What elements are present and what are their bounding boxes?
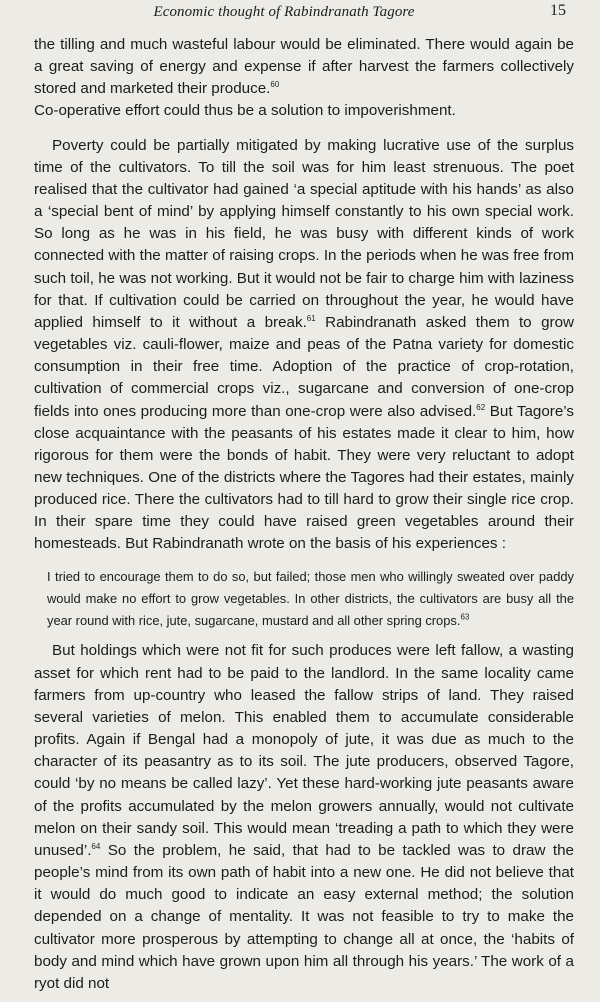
page-number: 15 [550, 2, 566, 19]
footnote-marker: 62 [476, 402, 486, 412]
footnote-marker: 64 [91, 841, 101, 851]
paragraph-poverty: Poverty could be partially mitigated by making lucrative use of the surplus time of the cultivators. To till the soil was for him least strenuous. The poet realised that the cultivator had gained ‘a special aptitude with his hands’ as also a ‘special bent of mind’ by applying himself constantly to his own special work. So long as he was in his field, he was busy with different kinds of work connected with the matter of raising crops. In the periods when he was free from such toil, he was not working. But it would not be fair to charge him with laziness for that. If cultivation could be carried on throughout the year, he would have applied himself to it without a break.$^{61}$ Rabindranath asked them to grow vegetables viz. cauli-flower, maize and peas of the Patna variety for domestic consumption in their free time. Adoption of the practice of crop-rotation, cultivation of commercial crops viz., sugarcane and conversion of one-crop fields into ones producing more than one-crop were also advised.$^{62}$ But Tagore’s close acquaintance with the peasants of his estates made it clear to him, how rigorous for them were the bonds of habit. They were very reluctant to adopt new techniques. One of the districts where the Tagores had their estates, mainly produced rice. There the cultivators had to till hard to grow their single rice crop. In their spare time they could have raised green vegetables around their homesteads. But Rabindranath wrote on the basis of his experiences : [34, 136, 575, 553]
block-quote: I tried to encourage them to do so, but failed; those men who willingly sweated over paddy would make no effort to grow vegetables. In other districts, the cultivators are busy all the year round with rice, jute, sugarcane, mustard and all other spring crops.$^{63}$ [47, 568, 574, 629]
paragraph-continuation: the tilling and much wasteful labour would be eliminated. There would again be a great saving of energy and expense if after harvest the farmers collectively stored and marketed their produce.$^{60}$ [34, 36, 574, 98]
paragraph-cooperative: Co-operative effort could thus be a solution to impoverishment. [34, 102, 456, 120]
running-title: Economic thought of Rabindranath Tagore [153, 4, 415, 20]
paragraph-holdings: But holdings which were not fit for such produces were left fallow, a wasting asset for which rent had to be paid to the landlord. In the same locality came farmers from up-country who leased the fallow strips of land. They raised several varieties of melon. This enabled them to accumulate considerable profits. Again if Bengal had a monopoly of jute, it was due as much to the character of its peasantry as to its soil. The jute producers, observed Tagore, could ‘by no means be called lazy’. Yet these hard-working jute peasants aware of the profits accumulated by the melon growers annually, would not cultivate melon on their sandy soil. This would mean ‘treading a path to which they were unused’.$^{64}$ So the problem, he said, that had to be tackled was to draw the people’s mind from its own path of habit into a new one. He did not believe that it would do much good to indicate an easy external method; the solution depended on a change of mentality. It was not feasible to try to make the cultivator more prosperous by attempting to change all at once, the ‘habits of body and mind which have grown upon him all through his years.’ The work of a ryot did not [34, 642, 574, 992]
footnote-marker: 63 [460, 612, 470, 622]
page-header [34, 0, 574, 34]
footnote-marker: 60 [270, 80, 280, 90]
footnote-marker: 61 [306, 313, 316, 323]
